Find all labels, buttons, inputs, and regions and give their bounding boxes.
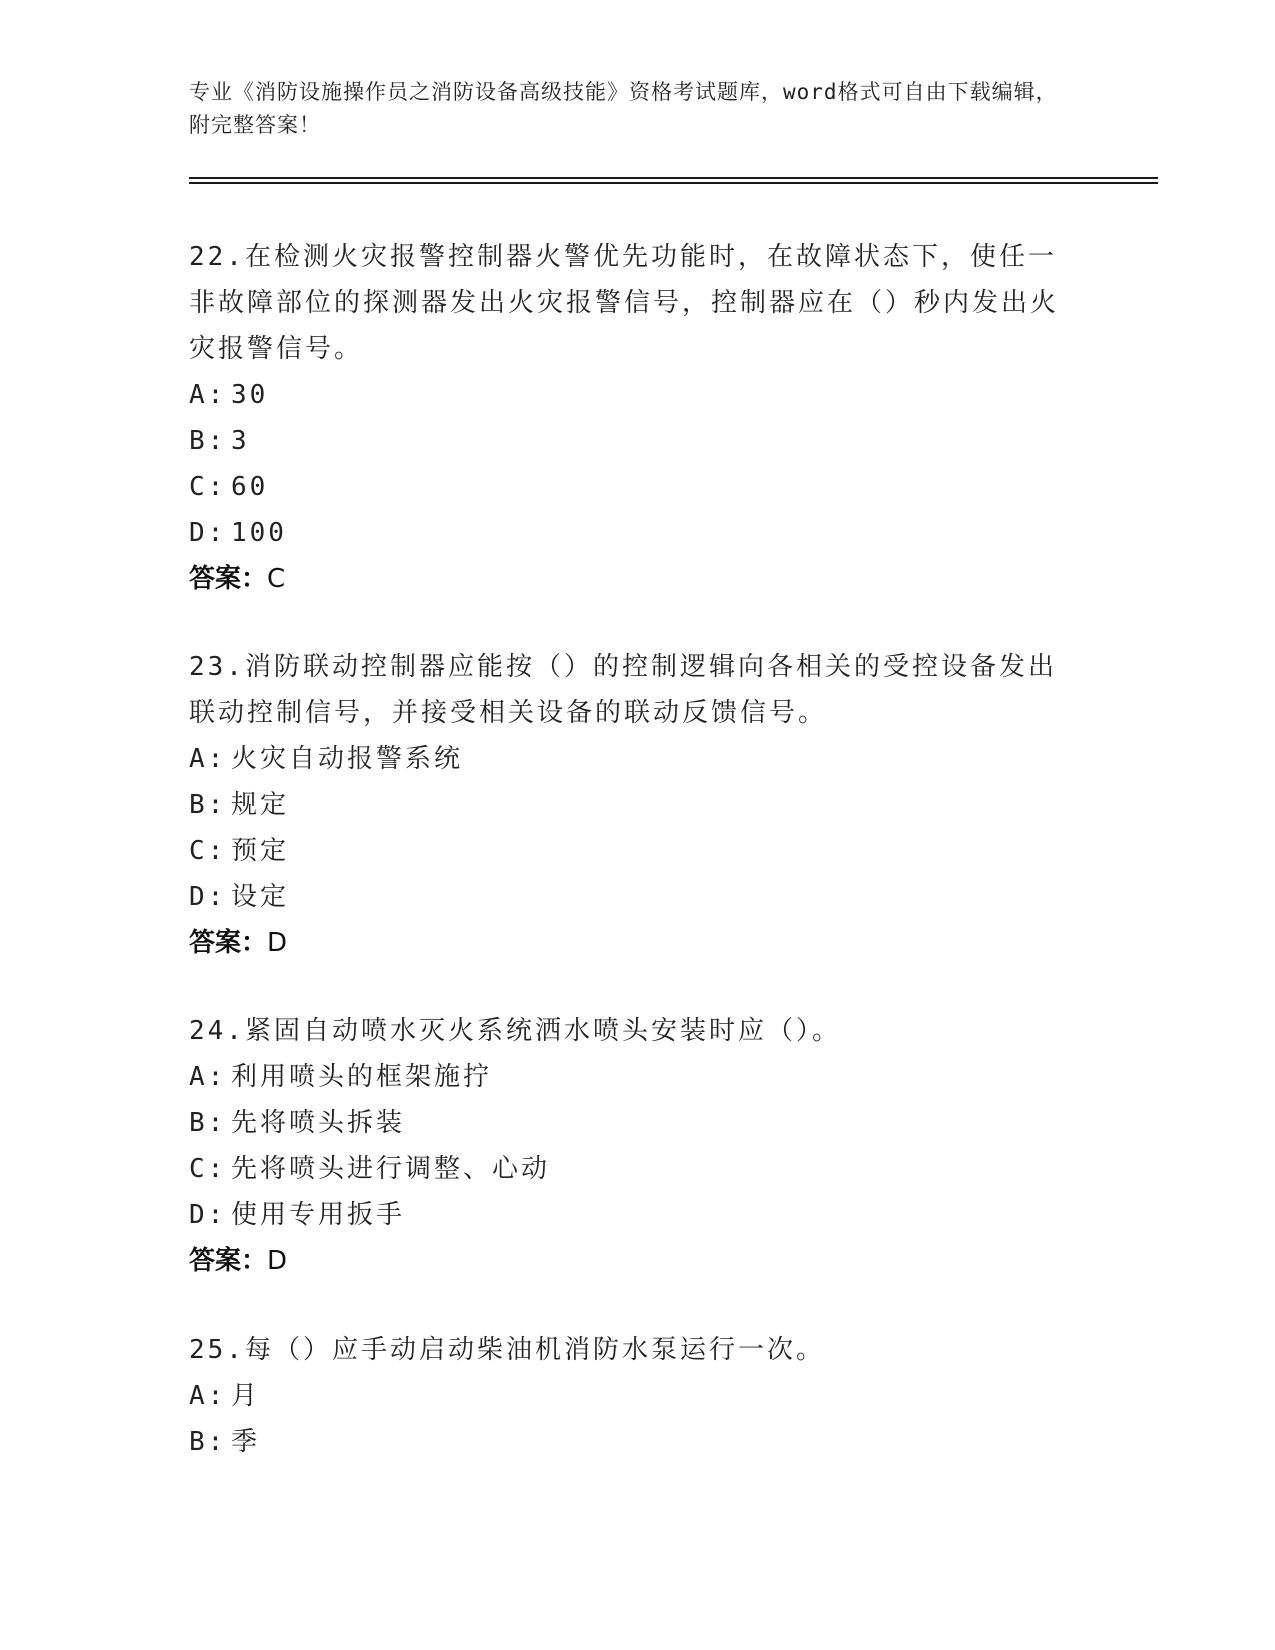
- option-text: 火灾自动报警系统: [231, 744, 464, 774]
- option-text: 使用专用扳手: [231, 1200, 406, 1230]
- option-letter: D:: [189, 882, 227, 912]
- option-b: [189, 1100, 1079, 1146]
- answer-value: C: [267, 564, 288, 594]
- option-letter: C:: [189, 1154, 227, 1184]
- option-a: [189, 1373, 1079, 1419]
- option-text: 设定: [231, 882, 290, 912]
- option-a: [189, 1054, 1079, 1100]
- answer-value: D: [267, 928, 290, 958]
- option-b: [189, 782, 1079, 828]
- question-stem: 25.每（）应手动启动柴油机消防水泵运行一次。: [189, 1335, 825, 1365]
- answer-label: 答案：: [189, 928, 268, 958]
- option-letter: D:: [189, 1200, 227, 1230]
- option-letter: D:: [189, 518, 227, 548]
- question-23: [189, 644, 1079, 966]
- option-text: 30: [231, 380, 269, 410]
- option-text: 60: [231, 472, 269, 502]
- header-divider-top: [189, 177, 1158, 179]
- option-letter: B:: [189, 1108, 227, 1138]
- document-header: 专业《消防设施操作员之消防设备高级技能》资格考试题库，word格式可自由下载编辑，附完整答案！: [189, 80, 1058, 137]
- option-letter: B:: [189, 790, 227, 820]
- option-letter: A:: [189, 744, 227, 774]
- answer-line: [189, 1238, 1079, 1284]
- option-a: [189, 372, 1079, 418]
- option-text: 月: [231, 1381, 261, 1411]
- option-c: [189, 464, 1079, 510]
- option-a: [189, 736, 1079, 782]
- question-25: [189, 1327, 1079, 1465]
- answer-value: D: [267, 1246, 290, 1276]
- option-c: [189, 828, 1079, 874]
- question-stem: 24.紧固自动喷水灭火系统洒水喷头安装时应（）。: [189, 1016, 841, 1046]
- option-d: [189, 1192, 1079, 1238]
- option-b: [189, 418, 1079, 464]
- option-letter: A:: [189, 1062, 227, 1092]
- option-text: 先将喷头拆装: [231, 1108, 406, 1138]
- question-24: [189, 1008, 1079, 1284]
- option-text: 季: [231, 1427, 261, 1457]
- option-text: 3: [231, 426, 250, 456]
- option-text: 规定: [231, 790, 290, 820]
- option-text: 利用喷头的框架施拧: [231, 1062, 493, 1092]
- option-text: 预定: [231, 836, 290, 866]
- option-d: [189, 874, 1079, 920]
- option-text: 100: [231, 518, 287, 548]
- option-letter: C:: [189, 472, 227, 502]
- option-d: [189, 510, 1079, 556]
- answer-line: [189, 920, 1079, 966]
- answer-label: 答案：: [189, 1246, 268, 1276]
- option-letter: A:: [189, 1381, 227, 1411]
- option-letter: C:: [189, 836, 227, 866]
- question-22: [189, 234, 1079, 602]
- question-stem: 23.消防联动控制器应能按（）的控制逻辑向各相关的受控设备发出联动控制信号，并接受相关设备的联动反馈信号。: [189, 652, 1057, 728]
- option-letter: B:: [189, 426, 227, 456]
- question-stem: 22.在检测火灾报警控制器火警优先功能时，在故障状态下，使任一非故障部位的探测器发出火灾报警信号，控制器应在（）秒内发出火灾报警信号。: [189, 242, 1060, 364]
- option-b: [189, 1419, 1079, 1465]
- option-letter: B:: [189, 1427, 227, 1457]
- option-c: [189, 1146, 1079, 1192]
- option-text: 先将喷头进行调整、心动: [231, 1154, 551, 1184]
- answer-label: 答案：: [189, 564, 268, 594]
- header-divider-bottom: [189, 182, 1158, 184]
- option-letter: A:: [189, 380, 227, 410]
- answer-line: [189, 556, 1079, 602]
